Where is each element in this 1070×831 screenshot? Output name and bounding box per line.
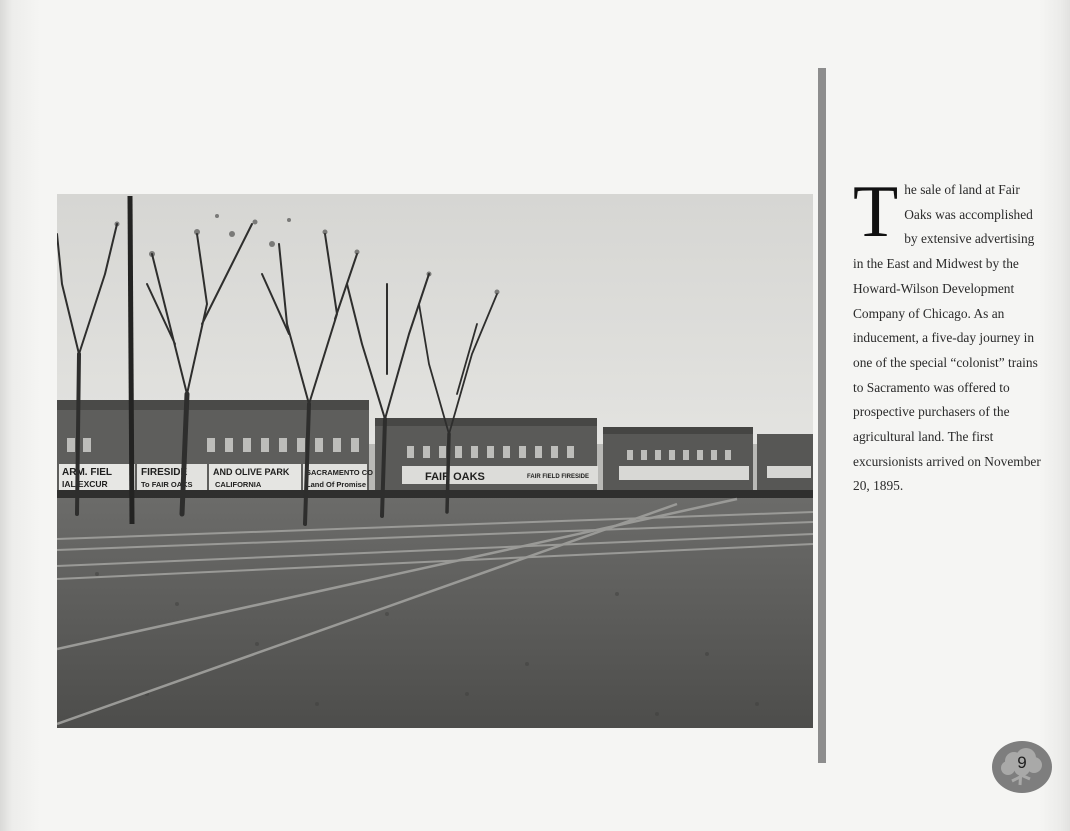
sign-text: CALIFORNIA: [215, 480, 262, 489]
sign-text: FAIR OAKS: [425, 471, 485, 483]
sign-text: To FAIR OAKS: [141, 480, 193, 489]
sign-text: Land Of Promise: [306, 480, 367, 489]
sign-text: SACRAMENTO CO: [306, 468, 373, 477]
sign-text: IAL EXCUR: [62, 479, 108, 489]
sign-text: FAIR FIELD FIRESIDE: [527, 474, 590, 480]
vertical-rule: [818, 68, 826, 763]
drop-cap: T: [853, 171, 899, 253]
page-number: 9: [1017, 753, 1027, 772]
article-paragraph: he sale of land at Fair Oaks was accomplished by extensive advertising in the East and Midwest by the Howard-Wilson Development Company of Chicago. As an inducement, a five-day journey in one of the special “colonist” trains to Sacramento was offered to prospective purchasers of the agricultural land. The first excursionists arrived on November 20, 1895.: [853, 182, 1041, 494]
sign-text: AND OLIVE PARK: [213, 467, 290, 477]
sign-text: FIRESIDE: [141, 467, 188, 478]
historical-train-photo: [57, 194, 813, 728]
article-text: [853, 171, 1043, 499]
ground: [57, 494, 813, 728]
page-number-badge: [992, 741, 1052, 793]
telegraph-pole: [130, 196, 132, 524]
sign-text: ARM. FIEL: [62, 467, 112, 478]
